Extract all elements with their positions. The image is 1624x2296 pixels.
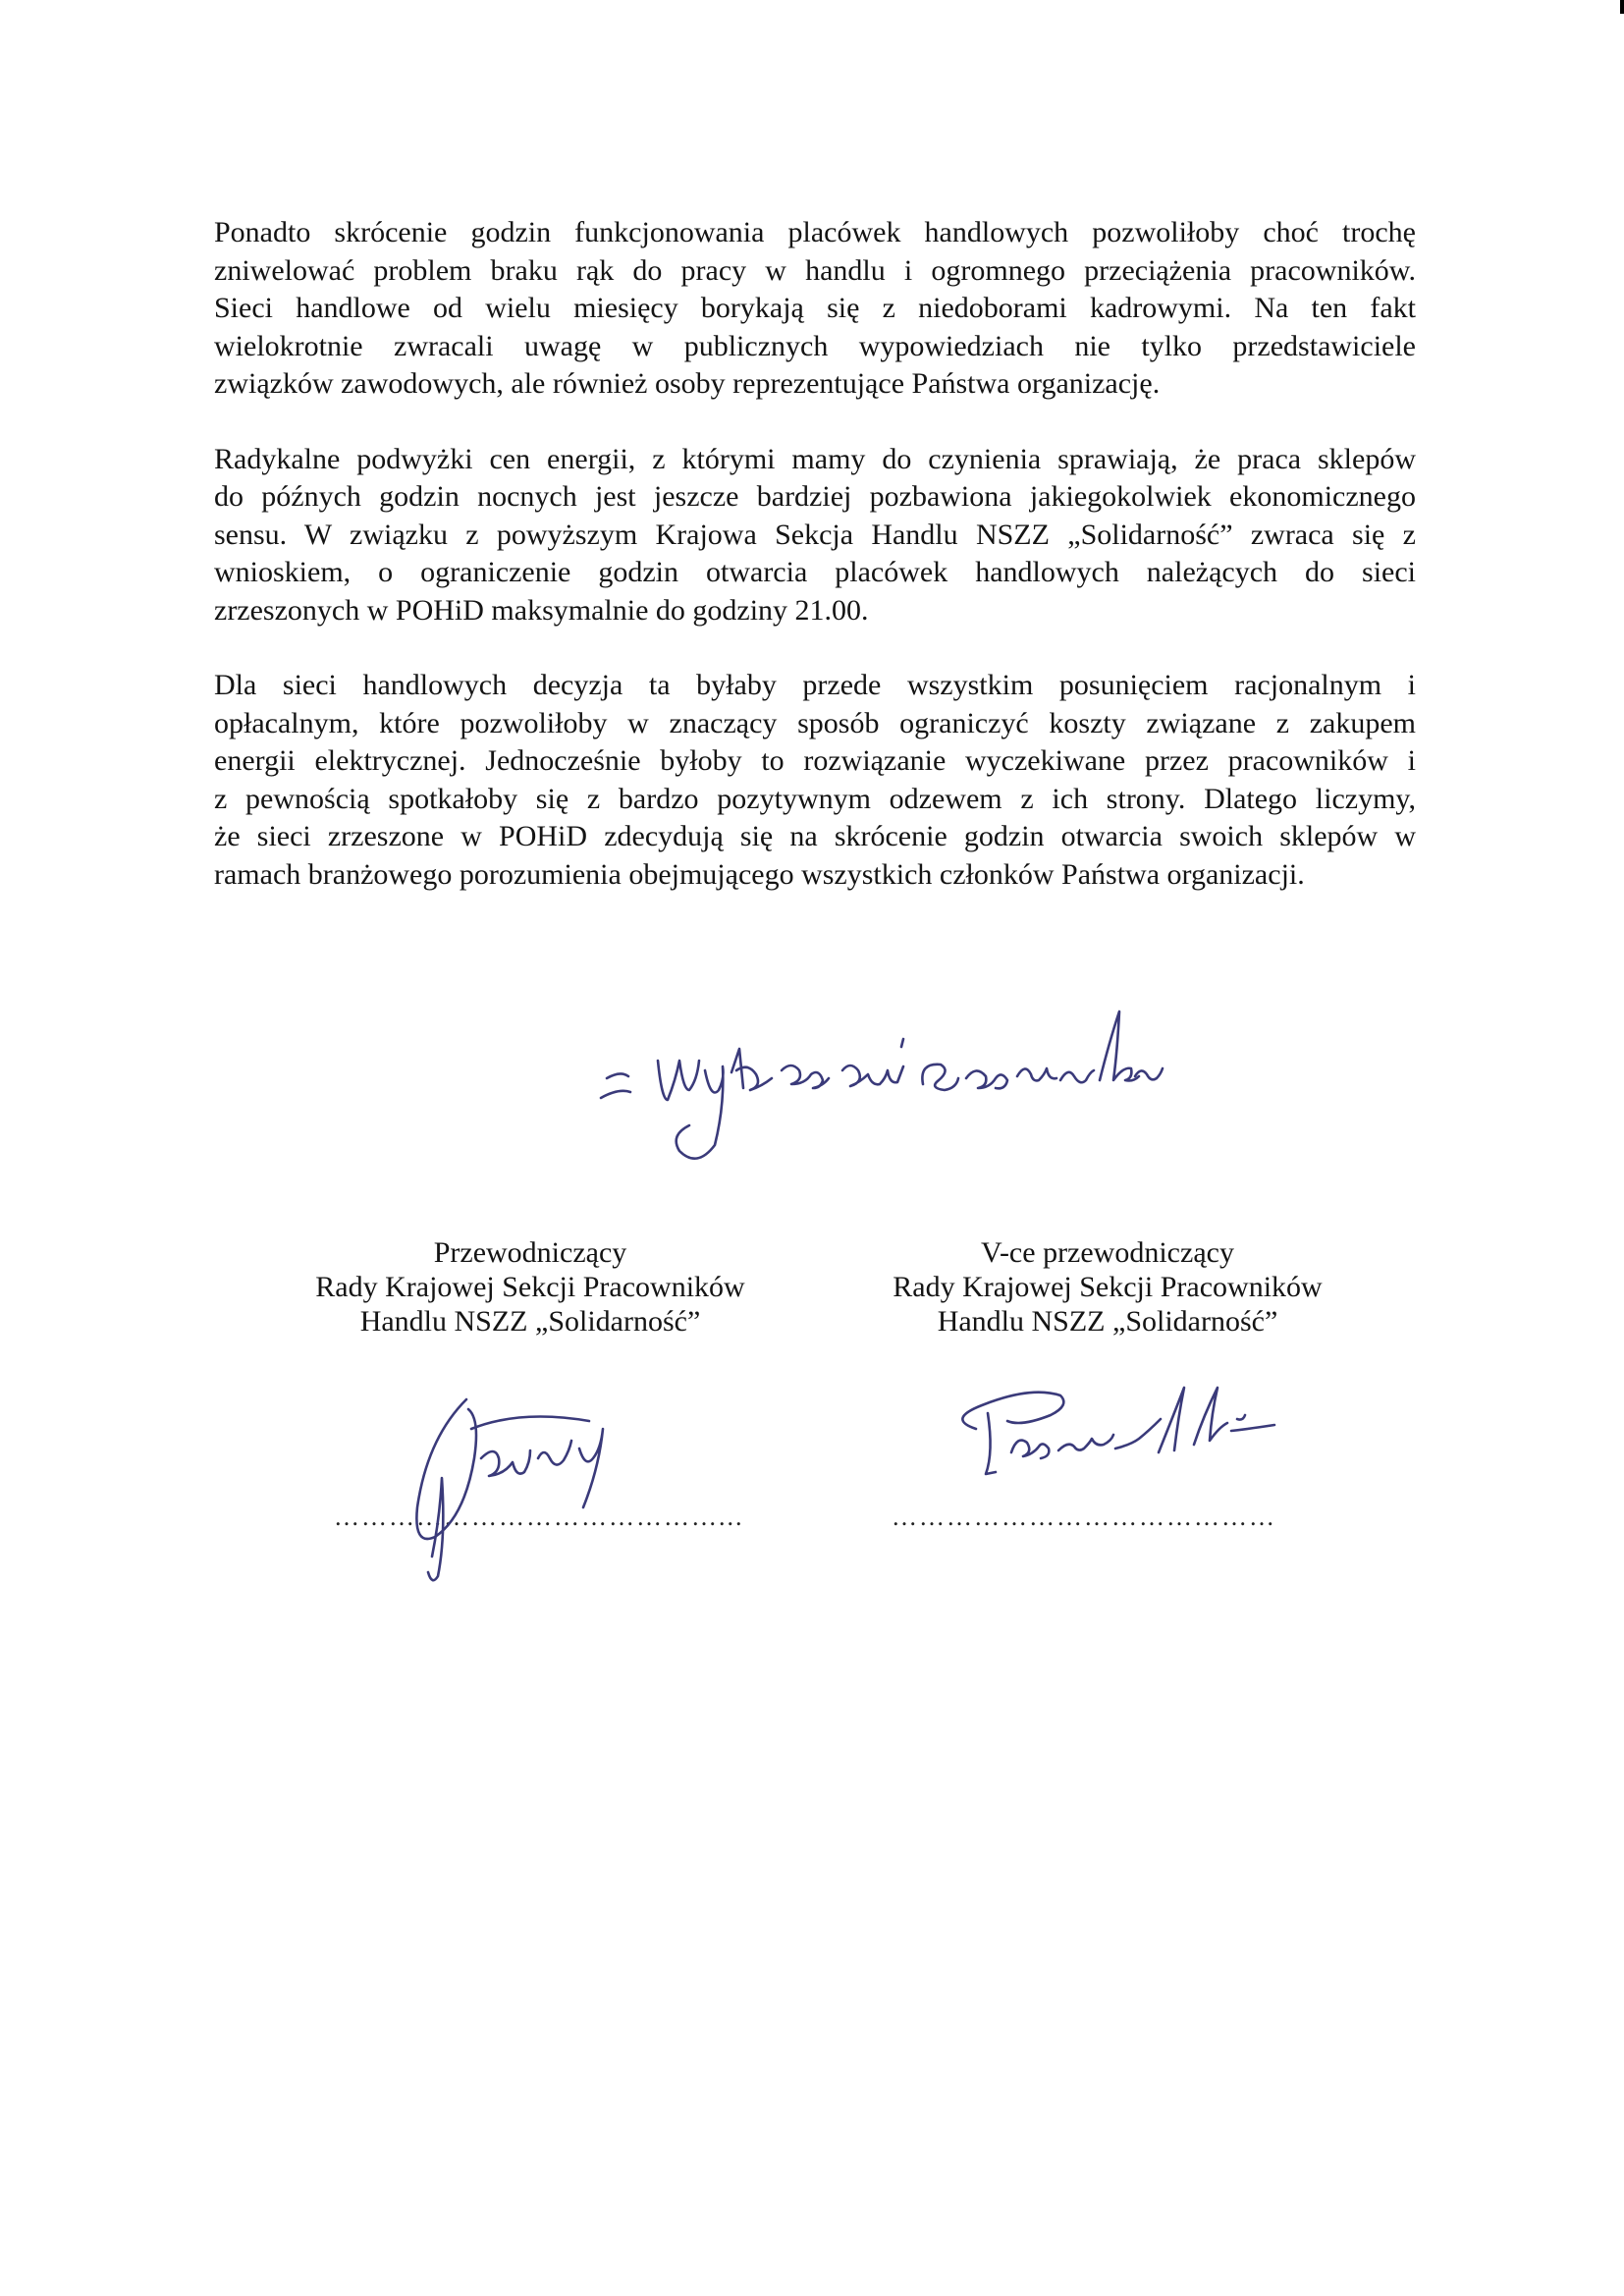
text-line: z pewnością spotkałoby się z bardzo pozytywnym odzewem z ich strony. Dlatego liczymy, (214, 782, 1416, 815)
signature-vice-chairman-drawing (943, 1380, 1316, 1488)
signatory-organization: Handlu NSZZ „Solidarność” (937, 1305, 1278, 1338)
paragraph-2 (214, 441, 1416, 630)
signature-chairman (373, 1390, 648, 1586)
signatory-organization: Handlu NSZZ „Solidarność” (359, 1305, 701, 1338)
text-line: do późnych godzin nocnych jest jeszcze bardziej pozbawiona jakiegokolwiek ekonomicznego (214, 480, 1416, 513)
signature-vice-chairman (943, 1380, 1316, 1488)
paragraph-3 (214, 667, 1416, 894)
text-line: sensu. W związku z powyższym Krajowa Sekcja Handlu NSZZ „Solidarność” zwraca się z (214, 518, 1416, 551)
text-line: Sieci handlowe od wielu miesięcy borykają się z niedoborami kadrowymi. Na ten fakt (214, 292, 1416, 324)
letter-body (214, 214, 1416, 931)
text-line: Dla sieci handlowych decyzja ta byłaby przede wszystkim posunięciem racjonalnym i (214, 669, 1416, 701)
text-line: zniwelować problem braku rąk do pracy w handlu i ogromnego przeciążenia pracowników. (214, 253, 1416, 287)
text-line: związków zawodowych, ale również osoby reprezentujące Państwa organizację. (214, 367, 1161, 400)
text-line: ramach branżowego porozumienia obejmującego wszystkich członków Państwa organizacji. (214, 857, 1305, 891)
handwritten-closing (589, 1002, 1198, 1174)
signature-line-right: …………………………………… (892, 1503, 1276, 1531)
text-line: wielokrotnie zwracali uwagę w publicznych wypowiedziach nie tylko przedstawiciele (214, 329, 1416, 362)
signature-line-left: ……………………………………... (334, 1503, 744, 1531)
signatory-role: V-ce przewodniczący (981, 1236, 1234, 1269)
scan-edge-mark (1620, 0, 1624, 14)
signatory-vice-chairman (823, 1235, 1392, 1339)
text-line: Radykalne podwyżki cen energii, z którymi mamy do czynienia sprawiają, że praca sklepów (214, 442, 1416, 475)
text-line: zrzeszonych w POHiD maksymalnie do godziny 21.00. (214, 593, 869, 627)
text-line: Ponadto skrócenie godzin funkcjonowania placówek handlowych pozwoliłoby choć trochę (214, 216, 1416, 248)
text-line: energii elektrycznej. Jednocześnie byłoby to rozwiązanie wyczekiwane przez pracowników i (214, 744, 1416, 777)
text-line: wnioskiem, o ograniczenie godzin otwarcia placówek handlowych należących do sieci (214, 556, 1416, 588)
signatory-role: Przewodniczący (433, 1236, 627, 1269)
handwritten-closing-drawing (589, 1002, 1198, 1174)
signatory-body: Rady Krajowej Sekcji Pracowników (315, 1271, 745, 1303)
text-line: że sieci zrzeszone w POHiD zdecydują się na skrócenie godzin otwarcia swoich sklepów w (214, 820, 1416, 852)
signatory-body: Rady Krajowej Sekcji Pracowników (893, 1271, 1323, 1303)
paragraph-1 (214, 214, 1416, 404)
signatory-chairman (245, 1235, 815, 1339)
signature-chairman-drawing (373, 1390, 648, 1586)
text-line: opłacalnym, które pozwoliłoby w znaczący sposób ograniczyć koszty związane z zakupem (214, 706, 1416, 739)
